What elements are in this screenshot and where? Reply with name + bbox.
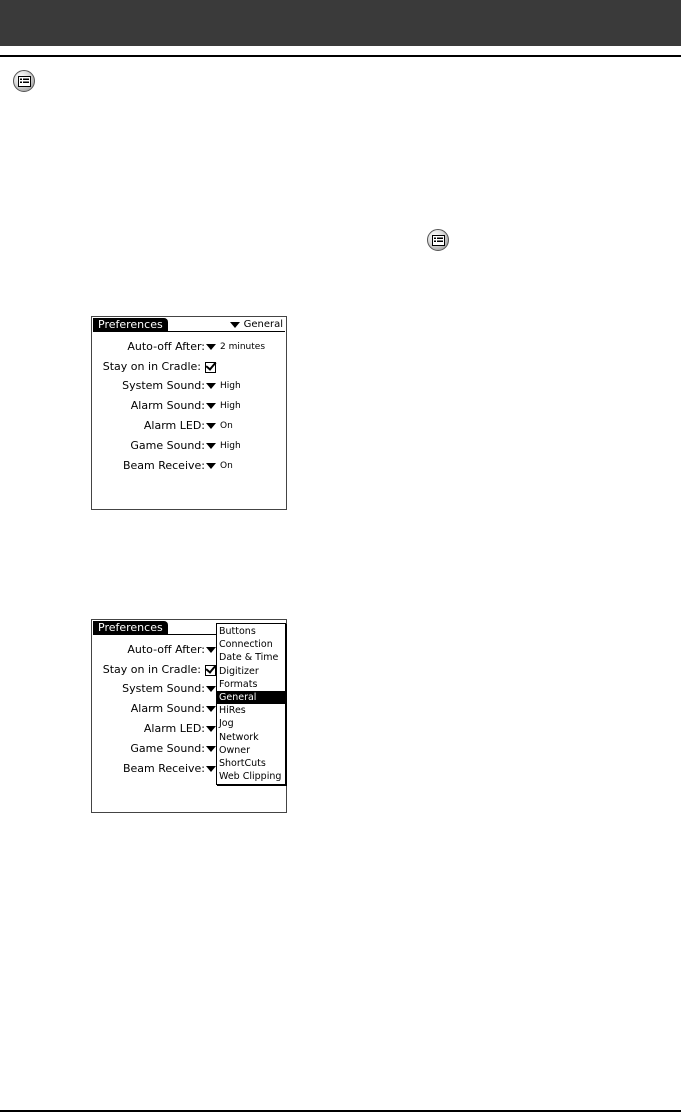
triangle-down-icon [206,766,216,772]
stay-on-cradle-row [92,359,288,375]
system-sound-value: High [220,381,241,391]
alarm-sound-value: High [220,401,241,411]
triangle-down-icon [206,686,216,692]
triangle-down-icon [206,463,216,469]
beam-receive-picker[interactable] [206,458,233,474]
stay-on-cradle-label: Stay on in Cradle: [102,663,201,676]
checkbox-checked-icon [205,362,216,373]
preferences-icon [13,70,35,92]
preferences-screen-general [91,316,287,510]
category-label: General [243,319,283,330]
system-sound-label: System Sound: [122,682,205,695]
screen-title: Preferences [93,621,168,635]
alarm-sound-picker[interactable] [206,398,241,414]
beam-receive-row [92,458,288,474]
alarm-sound-row [92,398,288,414]
dropdown-item-network[interactable]: Network [219,731,259,743]
triangle-down-icon [206,746,216,752]
triangle-down-icon [206,403,216,409]
stay-on-cradle-label: Stay on in Cradle: [102,360,201,373]
auto-off-label: Auto-off After: [127,340,205,353]
dropdown-item-jog[interactable]: Jog [219,718,234,730]
triangle-down-icon [206,344,216,350]
dropdown-item-connection[interactable]: Connection [219,639,273,651]
screen-title: Preferences [93,318,168,332]
alarm-sound-label: Alarm Sound: [130,702,205,715]
checkbox-checked-icon [205,665,216,676]
triangle-down-icon [230,322,240,328]
dropdown-item-formats[interactable]: Formats [219,678,258,690]
footer-rule [0,1110,681,1112]
stay-on-cradle-checkbox[interactable] [205,359,216,375]
game-sound-row [92,438,288,454]
triangle-down-icon [206,383,216,389]
alarm-led-value: On [220,421,233,431]
dropdown-item-digitizer[interactable]: Digitizer [219,665,259,677]
game-sound-label: Game Sound: [130,439,205,452]
preferences-screen-category-list [91,619,287,813]
dropdown-item-web-clipping[interactable]: Web Clipping [219,771,282,783]
alarm-led-label: Alarm LED: [143,722,205,735]
alarm-led-label: Alarm LED: [143,419,205,432]
auto-off-picker[interactable] [206,339,265,355]
beam-receive-label: Beam Receive: [122,459,205,472]
triangle-down-icon [206,443,216,449]
dropdown-item-hires[interactable]: HiRes [219,705,246,717]
stay-on-cradle-checkbox[interactable] [205,662,216,678]
auto-off-value: 2 minutes [220,342,266,352]
game-sound-picker[interactable] [206,438,241,454]
game-sound-value: High [220,441,241,451]
dropdown-item-owner[interactable]: Owner [219,744,251,756]
alarm-led-picker[interactable] [206,418,233,434]
triangle-down-icon [206,706,216,712]
system-sound-label: System Sound: [122,379,205,392]
auto-off-row [92,339,288,355]
triangle-down-icon [206,647,216,653]
preferences-icon [427,229,449,251]
triangle-down-icon [206,423,216,429]
system-sound-picker[interactable] [206,378,241,394]
alarm-sound-label: Alarm Sound: [130,399,205,412]
auto-off-label: Auto-off After: [127,643,205,656]
category-picker[interactable] [230,318,283,332]
header-rule [0,55,681,57]
system-sound-row [92,378,288,394]
beam-receive-label: Beam Receive: [122,762,205,775]
beam-receive-value: On [220,461,233,471]
dropdown-item-shortcuts[interactable]: ShortCuts [219,757,266,769]
dropdown-item-general[interactable]: General [217,691,285,704]
dropdown-item-date-time[interactable]: Date & Time [219,652,279,664]
page-header-band [0,0,681,46]
game-sound-label: Game Sound: [130,742,205,755]
alarm-led-row [92,418,288,434]
triangle-down-icon [206,726,216,732]
title-underline [93,634,216,635]
category-dropdown-list [216,623,286,785]
dropdown-item-buttons[interactable]: Buttons [219,626,256,637]
